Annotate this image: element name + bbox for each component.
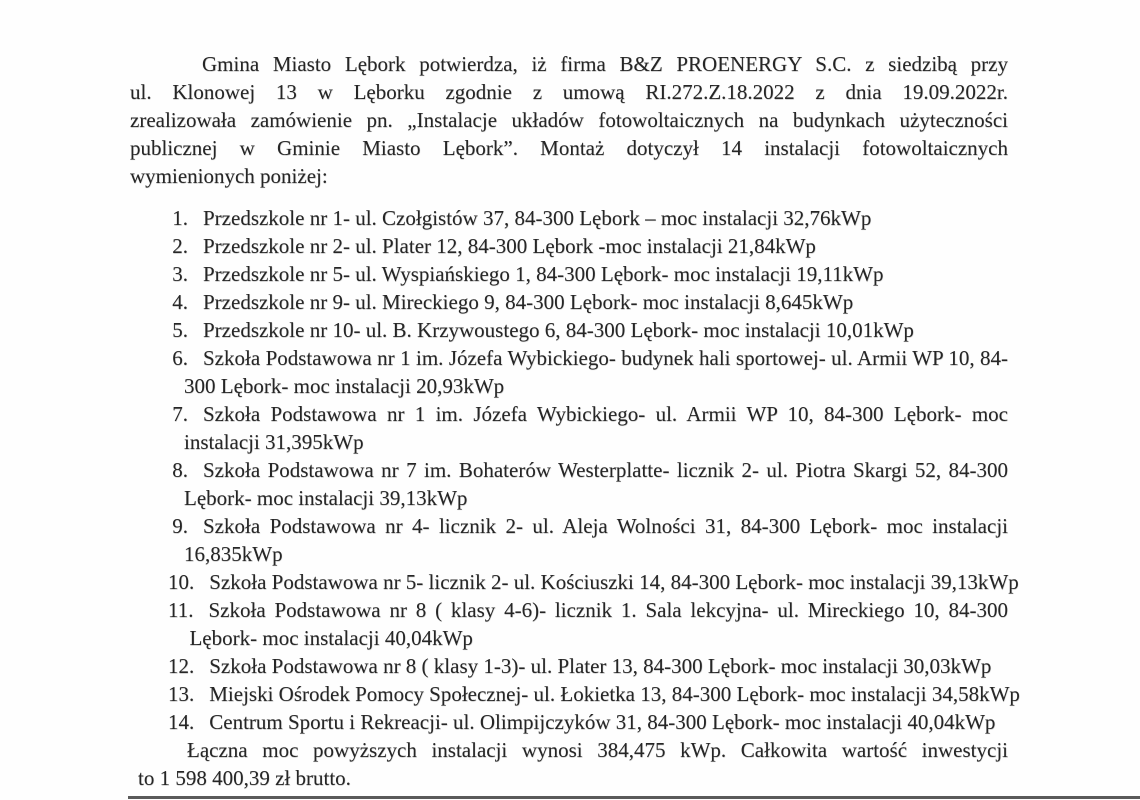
intro-line: wymienionych poniżej: — [130, 164, 328, 188]
installations-list — [130, 204, 1020, 736]
list-item-text — [203, 204, 1008, 232]
closing-line: to 1 598 400,39 zł brutto. — [138, 766, 351, 790]
list-item-line: Szkoła Podstawowa nr 4- licznik 2- ul. Aleja Wolności 31, 84-300 Lębork- moc instalacji — [203, 514, 1008, 538]
list-item — [130, 400, 1008, 456]
list-item-number: 5. — [172, 318, 188, 342]
list-item-number: 6. — [172, 346, 188, 370]
document-body — [130, 50, 1020, 792]
scan-artifact-bottom-line — [128, 796, 1140, 799]
list-item-line: Lębork- moc instalacji 40,04kWp — [189, 626, 473, 650]
list-item-text — [184, 512, 1008, 568]
list-item-number: 12. — [168, 654, 195, 678]
list-item-line: Miejski Ośrodek Pomocy Społecznej- ul. Łokietka 13, 84-300 Lębork- moc instalacji 34,58kWp — [209, 682, 1020, 706]
list-item — [130, 456, 1008, 512]
list-item-number: 1. — [172, 206, 188, 230]
list-item-line: 16,835kWp — [184, 542, 283, 566]
list-item-number: 8. — [172, 458, 188, 482]
list-item-text — [184, 456, 1008, 512]
list-item-number: 13. — [168, 682, 195, 706]
list-item-text — [209, 652, 1008, 680]
list-item — [130, 316, 1008, 344]
list-item-line: Szkoła Podstawowa nr 5- licznik 2- ul. Kościuszki 14, 84-300 Lębork- moc instalacji 39,13kWp — [209, 570, 1019, 594]
list-item-line: Szkoła Podstawowa nr 1 im. Józefa Wybickiego- ul. Armii WP 10, 84-300 Lębork- moc — [203, 402, 1008, 426]
list-item — [130, 232, 1008, 260]
list-item-number: 10. — [168, 570, 195, 594]
list-item-text — [184, 400, 1008, 456]
list-item-number: 2. — [172, 234, 188, 258]
list-item-line: Szkoła Podstawowa nr 8 ( klasy 1-3)- ul. Plater 13, 84-300 Lębork- moc instalacji 30,03kWp — [209, 654, 992, 678]
intro-line: Gmina Miasto Lębork potwierdza, iż firma B&Z PROENERGY S.C. z siedzibą przy — [202, 52, 1008, 76]
list-item-line: Przedszkole nr 10- ul. B. Krzywoustego 6, 84-300 Lębork- moc instalacji 10,01kWp — [203, 318, 914, 342]
closing-paragraph — [130, 736, 1008, 792]
list-item-line: instalacji 31,395kWp — [184, 430, 364, 454]
list-item-line: Przedszkole nr 9- ul. Mireckiego 9, 84-300 Lębork- moc instalacji 8,645kWp — [203, 290, 854, 314]
list-item-text — [203, 260, 1008, 288]
closing-line: Łączna moc powyższych instalacji wynosi 384,475 kWp. Całkowita wartość inwestycji — [187, 738, 1008, 762]
list-item-text — [203, 316, 1008, 344]
list-item-line: 300 Lębork- moc instalacji 20,93kWp — [184, 374, 505, 398]
list-item — [130, 708, 1008, 736]
list-item — [130, 652, 1008, 680]
intro-paragraph — [130, 50, 1008, 190]
list-item-text — [203, 288, 1008, 316]
list-item-line: Szkoła Podstawowa nr 7 im. Bohaterów Westerplatte- licznik 2- ul. Piotra Skargi 52, 84-300 — [203, 458, 1008, 482]
intro-line: ul. Klonowej 13 w Lęborku zgodnie z umową RI.272.Z.18.2022 z dnia 19.09.2022r. — [130, 80, 1008, 104]
list-item-line: Szkoła Podstawowa nr 8 ( klasy 4-6)- licznik 1. Sala lekcyjna- ul. Mireckiego 10, 84-300 — [208, 598, 1008, 622]
list-item — [130, 204, 1008, 232]
list-item-number: 14. — [168, 710, 195, 734]
list-item — [130, 596, 1008, 652]
list-item-line: Przedszkole nr 2- ul. Plater 12, 84-300 Lębork -moc instalacji 21,84kWp — [203, 234, 816, 258]
list-item-number: 7. — [172, 402, 188, 426]
list-item-text — [209, 568, 1019, 596]
list-item-line: Centrum Sportu i Rekreacji- ul. Olimpijczyków 31, 84-300 Lębork- moc instalacji 40,04kWp — [209, 710, 996, 734]
list-item-text — [189, 596, 1008, 652]
list-item — [130, 344, 1008, 400]
list-item-number: 4. — [172, 290, 188, 314]
list-item-text — [203, 232, 1008, 260]
list-item — [130, 512, 1008, 568]
list-item-text — [184, 344, 1008, 400]
intro-line: publicznej w Gminie Miasto Lębork”. Montaż dotyczył 14 instalacji fotowoltaicznych — [130, 136, 1008, 160]
list-item-text — [209, 680, 1020, 708]
list-item-line: Przedszkole nr 5- ul. Wyspiańskiego 1, 84-300 Lębork- moc instalacji 19,11kWp — [203, 262, 884, 286]
intro-line: zrealizowała zamówienie pn. „Instalacje układów fotowoltaicznych na budynkach użyteczności — [130, 108, 1008, 132]
list-item — [130, 288, 1008, 316]
list-item — [130, 568, 1019, 596]
list-item-number: 3. — [172, 262, 188, 286]
list-item — [130, 260, 1008, 288]
list-item-number: 9. — [172, 514, 188, 538]
list-item — [130, 680, 1020, 708]
list-item-line: Szkoła Podstawowa nr 1 im. Józefa Wybickiego- budynek hali sportowej- ul. Armii WP 10, 84- — [203, 346, 1008, 370]
list-item-line: Przedszkole nr 1- ul. Czołgistów 37, 84-300 Lębork – moc instalacji 32,76kWp — [203, 206, 872, 230]
list-item-text — [209, 708, 1008, 736]
list-item-number: 11. — [168, 598, 194, 622]
list-item-line: Lębork- moc instalacji 39,13kWp — [184, 486, 468, 510]
